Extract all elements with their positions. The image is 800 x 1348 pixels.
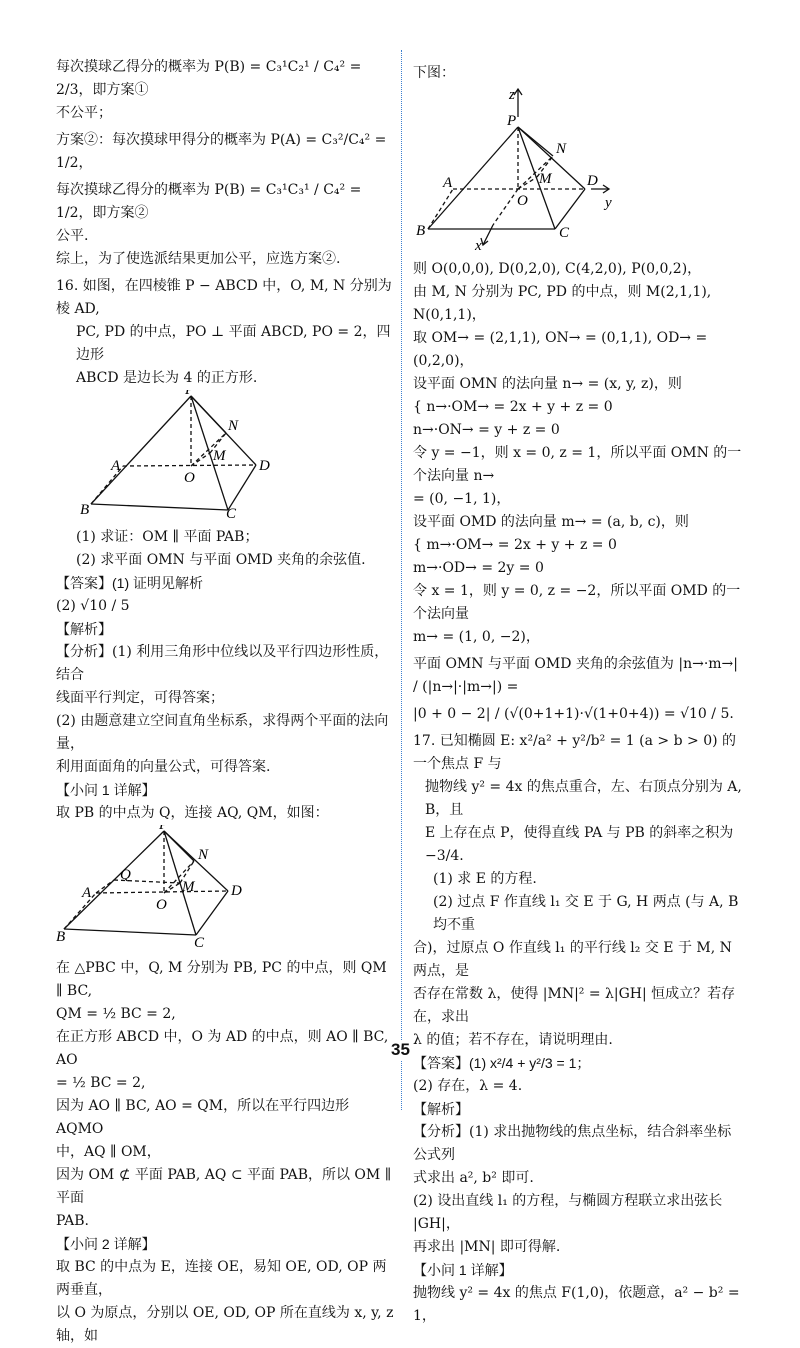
text-line: 抛物线 y² = 4x 的焦点重合，左、右顶点分别为 A, B，且 bbox=[425, 779, 742, 818]
sub-question: (1) 求 E 的方程. bbox=[433, 871, 537, 887]
text-line: (2) 由题意建立空间直角坐标系，求得两个平面的法向量， bbox=[56, 713, 389, 752]
text-line: PC, PD 的中点，PO ⊥ 平面 ABCD, PO = 2，四边形 bbox=[76, 324, 391, 363]
fig-label: B bbox=[80, 502, 90, 518]
text-line: PAB. bbox=[56, 1213, 89, 1229]
text-line: |0 + 0 − 2| / (√(0+1+1)·√(1+0+4)) = √10 / 5. bbox=[413, 706, 734, 722]
fig-label: B bbox=[56, 929, 66, 945]
fig-label: M bbox=[182, 879, 195, 895]
text-line: 在正方形 ABCD 中，O 为 AD 的中点，则 AO ∥ BC, AO bbox=[56, 1029, 389, 1068]
text-line: 以 O 为原点，分别以 OE, OD, OP 所在直线为 x, y, z 轴，如 bbox=[56, 1305, 394, 1344]
text-line: 取 PB 的中点为 Q，连接 AQ, QM，如图： bbox=[56, 805, 329, 821]
fig-label: C bbox=[226, 506, 237, 518]
text-line: QM = ½ BC = 2, bbox=[56, 1006, 176, 1022]
text-line: 令 x = 1，则 y = 0, z = −2，所以平面 OMD 的一个法向量 bbox=[413, 583, 741, 622]
text-line: ABCD 是边长为 4 的正方形. bbox=[76, 370, 258, 386]
text-line: 再求出 |MN| 即可得解. bbox=[413, 1239, 561, 1255]
fig-label: N bbox=[556, 141, 567, 157]
text-line: 【分析】(1) 利用三角形中位线以及平行四边形性质，结合 bbox=[56, 644, 389, 683]
fig-label: Q bbox=[120, 867, 131, 883]
text-line: E 上存在点 P，使得直线 PA 与 PB 的斜率之积为 bbox=[425, 825, 734, 841]
fig-label: M bbox=[213, 448, 226, 464]
text-line: 方案②：每次摸球甲得分的概率为 P(A) = C₃²/C₄² = 1/2， bbox=[56, 132, 387, 171]
coordinate-pyramid-figure bbox=[413, 85, 743, 250]
analysis-label: 【解析】 bbox=[413, 1101, 469, 1117]
text-line: 平面 OMN 与平面 OMD 夹角的余弦值为 |n→·m→| / (|n→|·|m→|) = bbox=[413, 656, 738, 695]
text-line: 否存在常数 λ，使得 |MN|² = λ|GH| 恒成立？若存在，求出 bbox=[413, 986, 736, 1025]
right-column bbox=[413, 62, 743, 1328]
fig-label: D bbox=[259, 458, 270, 474]
text-line: 式求出 a², b² 即可. bbox=[413, 1170, 534, 1186]
fig-label: P bbox=[507, 113, 517, 129]
fig-label: P bbox=[185, 390, 195, 398]
text-line: 设平面 OMD 的法向量 m→ = (a, b, c)，则 bbox=[413, 514, 689, 530]
text-line: 取 OM→ = (2,1,1), ON→ = (0,1,1), OD→ = (0,2,0)， bbox=[413, 330, 708, 369]
text-line: 合)，过原点 O 作直线 l₁ 的平行线 l₂ 交 E 于 M, N 两点，是 bbox=[413, 940, 732, 979]
fig-label: O bbox=[156, 897, 167, 913]
text-line: 不公平； bbox=[56, 105, 112, 121]
answer-label: 【答案】(1) 证明见解析 bbox=[56, 575, 203, 591]
text-line: = ½ BC = 2, bbox=[56, 1075, 146, 1091]
text-line: 因为 OM ⊄ 平面 PAB, AQ ⊂ 平面 PAB，所以 OM ∥ 平面 bbox=[56, 1167, 392, 1206]
text-line: (2) 设出直线 l₁ 的方程，与椭圆方程联立求出弦长 |GH|， bbox=[413, 1193, 723, 1232]
text-line: m→ = (1, 0, −2)， bbox=[413, 629, 540, 645]
fig-label: M bbox=[539, 171, 552, 187]
question-17: 17. 已知椭圆 E: x²/a² + y²/b² = 1 (a > b > 0) 的一个焦点 F 与 bbox=[413, 733, 737, 772]
fig-label: z bbox=[509, 87, 515, 103]
section-label: 【小问 2 详解】 bbox=[56, 1236, 156, 1252]
text-line: 公平. bbox=[56, 228, 89, 244]
fig-label: O bbox=[517, 193, 528, 209]
text-line: 令 y = −1，则 x = 0, z = 1，所以平面 OMN 的一个法向量 n→ bbox=[413, 445, 742, 484]
fig-label: A bbox=[111, 458, 121, 474]
text-line: 每次摸球乙得分的概率为 P(B) = C₃¹C₃¹ / C₄² = 1/2，即方案② bbox=[56, 182, 362, 221]
section-label: 【小问 1 详解】 bbox=[413, 1262, 513, 1278]
fig-label: C bbox=[559, 225, 570, 241]
fig-label: C bbox=[194, 935, 205, 949]
equation-line: n→·ON→ = y + z = 0 bbox=[413, 422, 560, 438]
answer-value: (2) √10 / 5 bbox=[56, 598, 130, 614]
column-divider bbox=[401, 50, 402, 1110]
equation-line: { n→·OM→ = 2x + y + z = 0 bbox=[413, 399, 613, 415]
text-line: 在 △PBC 中，Q, M 分别为 PB, PC 的中点，则 QM ∥ BC, bbox=[56, 960, 387, 999]
sub-question: (1) 求证：OM ∥ 平面 PAB； bbox=[76, 529, 259, 545]
sub-question: (2) 求平面 OMN 与平面 OMD 夹角的余弦值. bbox=[76, 552, 366, 568]
text-line: 每次摸球乙得分的概率为 P(B) = C₃¹C₂¹ / C₄² = 2/3，即方案① bbox=[56, 59, 362, 98]
text-line: 线面平行判定，可得答案； bbox=[56, 690, 224, 706]
text-line: 抛物线 y² = 4x 的焦点 F(1,0)，依题意，a² − b² = 1， bbox=[413, 1285, 740, 1324]
fig-label: A bbox=[443, 175, 453, 191]
fig-label: D bbox=[231, 883, 242, 899]
text-line: 中，AQ ∥ OM， bbox=[56, 1144, 161, 1160]
fig-label: D bbox=[587, 173, 598, 189]
text-line: 因为 AO ∥ BC, AO = QM，所以在平行四边形 AQMO bbox=[56, 1098, 350, 1137]
question-16: 16. 如图，在四棱锥 P − ABCD 中，O, M, N 分别为棱 AD, bbox=[56, 278, 392, 317]
fig-label: O bbox=[184, 470, 195, 486]
text-line: 【分析】(1) 求出抛物线的焦点坐标，结合斜率坐标公式列 bbox=[413, 1124, 732, 1163]
pyramid-figure-2 bbox=[56, 825, 396, 949]
sub-question: (2) 过点 F 作直线 l₁ 交 E 于 G, H 两点 (与 A, B 均不重 bbox=[433, 894, 739, 933]
text-line: = (0, −1, 1)， bbox=[413, 491, 511, 507]
fig-label: P bbox=[159, 825, 169, 833]
left-column bbox=[56, 56, 396, 1348]
text-line: 下图： bbox=[413, 65, 455, 81]
fig-label: A bbox=[82, 885, 92, 901]
fig-label: N bbox=[198, 847, 209, 863]
text-line: 利用面面角的向量公式，可得答案. bbox=[56, 759, 271, 775]
text-line: −3/4. bbox=[425, 848, 464, 864]
text-line: 综上，为了使选派结果更加公平，应选方案②. bbox=[56, 251, 341, 267]
answer-value: (2) 存在，λ = 4. bbox=[413, 1078, 523, 1094]
answer-label: 【答案】(1) x²/4 + y²/3 = 1； bbox=[413, 1055, 591, 1071]
text-line: λ 的值；若不存在，请说明理由. bbox=[413, 1032, 613, 1048]
fig-label: N bbox=[228, 418, 239, 434]
fig-label: B bbox=[416, 223, 426, 239]
text-line: 由 M, N 分别为 PC, PD 的中点，则 M(2,1,1), N(0,1,1)， bbox=[413, 284, 712, 323]
text-line: 设平面 OMN 的法向量 n→ = (x, y, z)，则 bbox=[413, 376, 682, 392]
fig-label: x bbox=[475, 238, 482, 250]
page-number: 35 bbox=[391, 1040, 410, 1059]
pyramid-figure-1 bbox=[56, 390, 396, 518]
fig-label: y bbox=[605, 195, 612, 211]
analysis-label: 【解析】 bbox=[56, 621, 112, 637]
equation-line: { m→·OM→ = 2x + y + z = 0 bbox=[413, 537, 617, 553]
text-line: 则 O(0,0,0), D(0,2,0), C(4,2,0), P(0,0,2)， bbox=[413, 261, 702, 277]
text-line: 取 BC 的中点为 E，连接 OE，易知 OE, OD, OP 两两垂直， bbox=[56, 1259, 387, 1298]
equation-line: m→·OD→ = 2y = 0 bbox=[413, 560, 544, 576]
section-label: 【小问 1 详解】 bbox=[56, 782, 156, 798]
